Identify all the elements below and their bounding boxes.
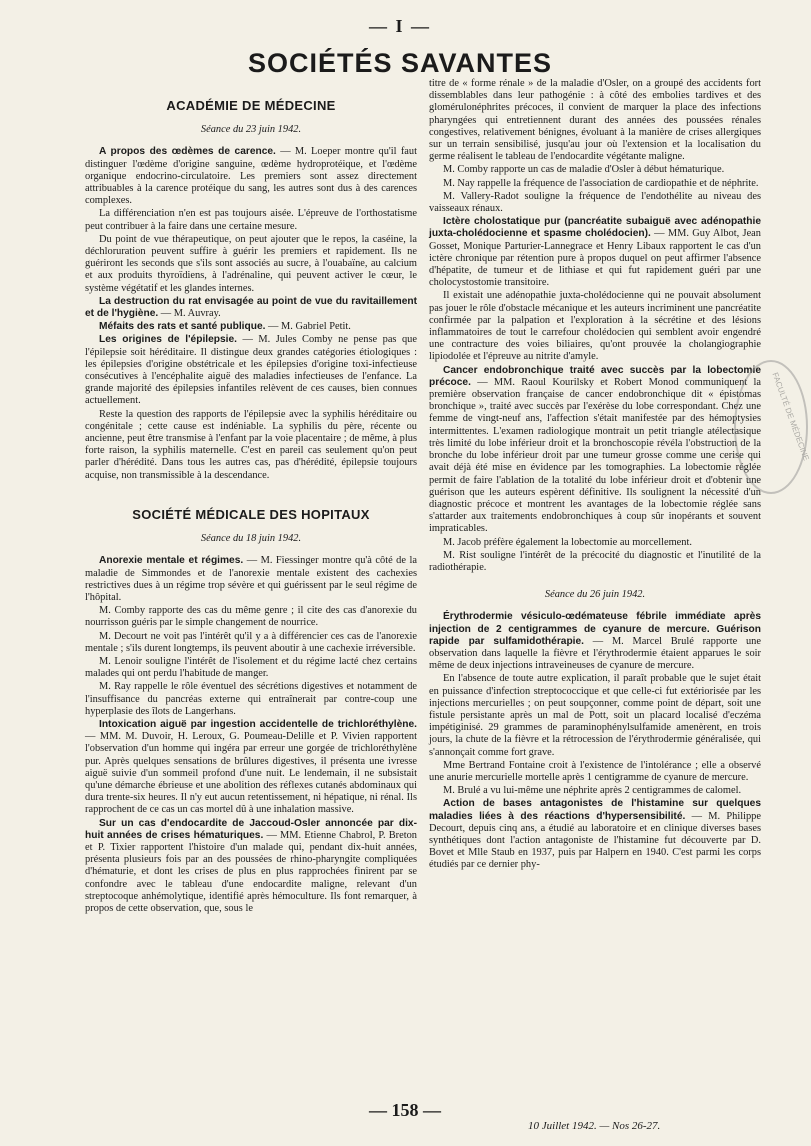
paragraph: M. Nay rappelle la fréquence de l'association de cardiopathie et de néphrite.	[443, 177, 759, 189]
article: A propos des œdèmes de carence. — M. Loeper montre qu'il faut distinguer l'œdème d'origine sanguine, œdème hydroprotéique, et l'œdème organique endocrino-circulatoire. Les premiers sont assez directement attribuables à la carence protéique du sang, les autres sont dus à des carences complexes.	[85, 146, 418, 207]
paragraph: La différenciation n'en est pas toujours aisée. L'épreuve de l'orthostatisme peut contribuer à la faire dans une certaine mesure.	[85, 208, 417, 232]
paragraph: M. Comby rapporte des cas du même genre ; il cite des cas d'anorexie du nourrisson guéris par le simple changement de nourrice.	[85, 605, 417, 629]
page-marker: — I —	[368, 16, 431, 36]
paragraph: M. Vallery-Radot souligne la fréquence de l'endothélite au niveau des vaisseaux rénaux.	[429, 190, 761, 215]
paragraph: titre de « forme rénale » de la maladie d'Osler, on a groupé des accidents fort dissemblables dans leur pathogénie : à côté des embolies tardives et des glomérulonéphrites précoces, il convient de marquer la place des infections pharyngées qui entretiennent durant des années des poussées rénales congestives, relativement bénignes, évoluant à la manière de crises allergiques sur un terrain sensibilisé, jusqu'au jour où l'extension et la localisation du germe réalisent le tableau de l'endocardite végétante maligne.	[429, 78, 761, 163]
session-date: Séance du 18 juin 1942.	[200, 533, 302, 545]
page-title: SOCIÉTÉS SAVANTES	[247, 48, 553, 78]
paragraph: Reste la question des rapports de l'épilepsie avec la syphilis héréditaire ou congénitale ; cette cause est indéniable. La syphilis du père, récente ou ancienne, peut être transmise à l'enfant par la voie placentaire ; de même, à plus forte raison, la syphilis maternelle. C'est en pareil cas seulement qu'on peut parler d'hérédité. Dans tous les autres cas, pas d'hérédité, épilepsie toujours acquise, non transmissible à la descendance.	[85, 408, 417, 481]
session-date: Séance du 23 juin 1942.	[200, 124, 302, 136]
article: Intoxication aiguë par ingestion accidentelle de trichloréthylène. — MM. M. Duvoir, H. Leroux, G. Poumeau-Delille et P. Vivien rapportent l'observation d'un homme qui ingéra par erreur une gorgée de trichloréthylène pur. Après quelques sensations de brûlures digestives, il présenta une ivresse aiguë suivie d'un sommeil profond d'une nuit. Le lendemain, il ne subsistait qu'une démarche ébrieuse et une abolition des réflexes cutanés abdominaux qui dura trente-six heures. Il n'y eut aucun retentissement, ni hépatique, ni rénal. Ils rapprochent de ce cas un cas mortel dû à une inhalation massive.	[85, 718, 417, 816]
paragraph: M. Lenoir souligne l'intérêt de l'isolement et du régime lacté chez certains malades qui ont perdu l'habitude de manger.	[85, 655, 417, 680]
paragraph: Mme Bertrand Fontaine croit à l'existence de l'intolérance ; elle a observé une anurie mercurielle mortelle après 1 centigramme de cyanure de mercure.	[429, 759, 761, 783]
article: Érythrodermie vésiculo-œdémateuse fébrile immédiate après injection de 2 centigrammes de cyanure de mercure. Guérison rapide par sulfamidothérapie. — M. Marcel Brulé rapporte une observation dans laquelle la fièvre et l'érythrodermie étaient apparues le soir même de deux injections intraveineuses de cyanure de mercure.	[429, 611, 761, 672]
article: La destruction du rat envisagée au point de vue du ravitaillement et de l'hygiène. — M. Auvray.	[85, 295, 417, 320]
page-number: — 158 —	[369, 1100, 441, 1120]
left-column	[85, 88, 417, 916]
article: Action de bases antagonistes de l'histamine sur quelques maladies liées à des réactions d'hypersensibilité. — M. Philippe Decourt, depuis cinq ans, a étudié au laboratoire et en clinique diverses bases synthétiques dont l'action antagoniste de l'histamine fut découverte par D. Bovet et Mlle Staub en 1937, puis par Halpern en 1940. C'est parmi les corps étudiés par ce dernier phy-	[429, 798, 761, 871]
section-title-academie: ACADÉMIE DE MÉDECINE	[166, 98, 336, 113]
issue-date: 10 Juillet 1942. — Nos 26-27.	[528, 1120, 661, 1132]
paragraph: M. Rist souligne l'intérêt de la précocité du diagnostic et l'inutilité de la radiothérapie.	[429, 549, 761, 573]
paragraph: M. Ray rappelle le rôle éventuel des sécrétions digestives et notamment de l'insuffisance du pancréas externe qui entraînerait par contre-coup une hyperplasie des îlots de Langerhans.	[85, 681, 417, 717]
paragraph: Il existait une adénopathie juxta-cholédocienne qui ne pouvait absolument pas jouer le rôle d'obstacle mécanique et les auteurs incriminent une pancréatite confirmée par la palpation et l'exploration à la sécrétine et des lésions inflammatoires de tout le carrefour cholédocien qui semblent avoir engendré une contracture des voies biliaires, qu'ont prouvée la cholangiographie lipiodolée et l'épreuve au nitrite d'amyle.	[429, 290, 761, 363]
paragraph: Du point de vue thérapeutique, on peut ajouter que le repos, la caséine, la déchloruration peuvent suffire à guérir les premiers et rapidement. Ils ne guériront les seconds que s'ils sont associés au sucre, à l'ouabaïne, au calcium et aux produits thyroïdiens, à l'adrénaline, qui peuvent activer le cœur, le système végétatif et les glandes internes.	[85, 233, 417, 294]
library-stamp: FACULTÉ DE MÉDECINE	[734, 360, 808, 494]
article: Sur un cas d'endocardite de Jaccoud-Osler annoncée par dix-huit années de crises hématuriques. — MM. Etienne Chabrol, P. Breton et P. Tixier rapportent l'histoire d'un malade qui, pendant dix-huit années, présenta plusieurs fois par an des poussées de rhino-pharyngite compliquées d'hématurie, et dont les crises de plus en plus rapprochées finirent par se confondre avec le tableau d'une endocardite maligne, relevant d'un streptocoque anhémolytique, identifié après hémoculture. Ils font remarquer, à propos de cette observation, que, sous le	[85, 817, 417, 914]
article: Cancer endobronchique traité avec succès par la lobectomie précoce. — MM. Raoul Kourilsky et Robert Monod communiquent la première observation française de cancer endobronchique dit « épistomas bronchique », traité avec succès par l'exérèse du lobe correspondant. Chez une femme de vingt-neuf ans, l'affection s'était manifestée par des hémoptysies intermittentes. L'examen radiologique montrait un petit triangle atélectasique très limité du lobe inférieur droit et la bronchoscopie révéla l'obstruction de la bronche du lobe inférieur droit par une tumeur grosse comme une cerise qui avait déjà été mise en évidence par les tomographies. La lobectomie réglée permit de faire l'ablation de la totalité du lobe inférieur droit et d'obtenir une guérison que les auteurs espèrent définitive. Ils soulignent la nécessité d'un diagnostic précoce et montrent les avantages de la lobectomie réglée sans s'attarder aux traitements endobronchiques à coup sûr inopérants et souvent impraticables.	[429, 364, 761, 535]
section-title-hopitaux: SOCIÉTÉ MÉDICALE DES HOPITAUX	[132, 506, 370, 522]
right-column	[429, 78, 761, 873]
article: Méfaits des rats et santé publique. — M. Gabriel Petit.	[99, 321, 351, 333]
paragraph: M. Jacob préfère également la lobectomie au morcellement.	[443, 536, 692, 548]
paragraph: M. Brulé a vu lui-même une néphrite après 2 centigrammes de calomel.	[443, 785, 742, 797]
article: Ictère cholostatique pur (pancréatite subaiguë avec adénopathie juxta-cholédocienne et spasme cholédocien). — MM. Guy Albot, Jean Gosset, Monique Parturier-Lannegrace et Henry Libaux rapportent le cas d'un ictère chronique par rétention pure à propos duquel on peut affirmer l'absence d'hépatite, de tumeur et de lithiase et qui fut rapidement guéri par une cholocystostomie transitoire.	[429, 216, 761, 289]
paragraph: M. Decourt ne voit pas l'intérêt qu'il y a à différencier ces cas de l'anorexie mentale ; s'ils durent longtemps, ils peuvent aboutir à une cachexie irréversible.	[85, 630, 417, 654]
article: Les origines de l'épilepsie. — M. Jules Comby ne pense pas que l'épilepsie soit héréditaire. Il distingue deux grandes catégories étiologiques : les épilepsies d'origine obstétricale et les épilepsies d'origine toxi-infectieuse consécutives à l'encéphalite aiguë des maladies infectieuses de l'enfance. La grande majorité des épilepsies infantiles relèvent de ces causes, bien connues actuellement.	[85, 334, 417, 407]
paragraph: En l'absence de toute autre explication, il paraît probable que le sujet était en puissance d'infection streptococcique et que celle-ci fut extériorisée par les injections mercurielles ; on peut soupçonner, comme point de départ, soit une fistule persistante après un mal de Pott, soit un placard localisé d'eczéma impétiginisé. 29 grammes de paraminophénylsulfamide amenèrent, en trois jours, la chute de la fièvre et la rétrocession de l'érythrodermie généralisée, qui s'annonçait comme fort grave.	[429, 673, 761, 758]
session-date: Séance du 26 juin 1942.	[544, 589, 646, 601]
paragraph: M. Comby rapporte un cas de maladie d'Osler à début hématurique.	[443, 164, 725, 176]
article: Anorexie mentale et régimes. — M. Fiessinger montre qu'à côté de la maladie de Simmondes et de l'anorexie mentale existent des cachexies restrictives dues à un régime trop sévère et qui guérissent par le seul régime de l'hôpital.	[85, 555, 417, 603]
